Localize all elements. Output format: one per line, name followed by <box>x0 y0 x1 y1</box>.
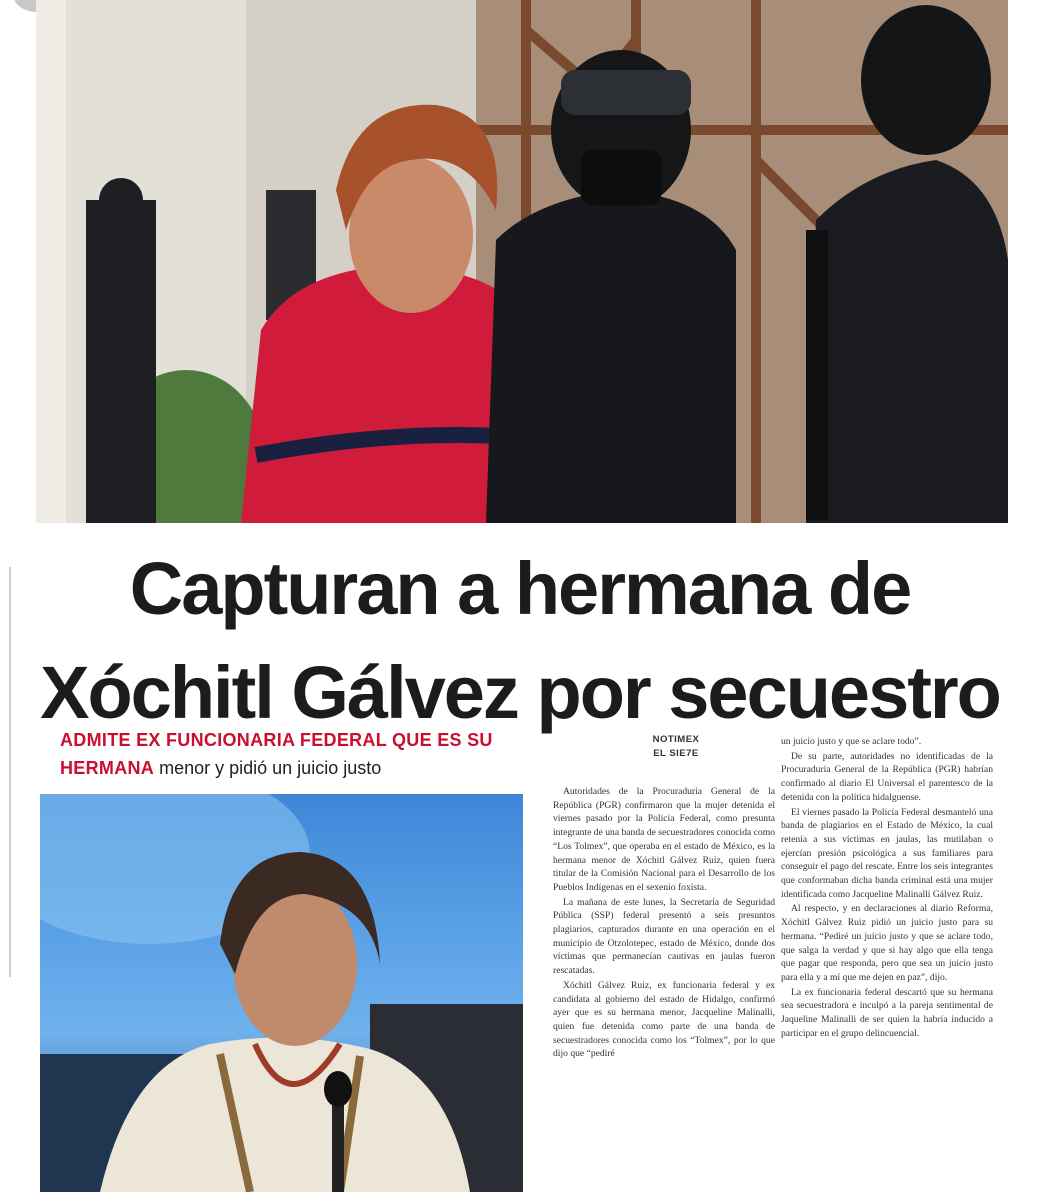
byline-paper: EL SIE7E <box>653 748 699 759</box>
subhead-rest: menor y pidió un juicio justo <box>154 758 382 778</box>
subhead-red-line-1: ADMITE EX FUNCIONARIA FEDERAL QUE ES SU <box>60 730 493 750</box>
headline-line-1: Capturan a hermana de <box>129 547 911 630</box>
article-column-2 <box>781 735 993 1041</box>
portrait-photo <box>40 794 523 1192</box>
byline <box>631 733 721 761</box>
article-paragraph: Autoridades de la Procuraduría General de la República (PGR) confirmaron que la mujer detenida el viernes pasado por la Policía Federal, como presunta integrante de una banda de secuestradores conocida como “Los Tolmex”, que operaba en el estado de México, es la hermana menor de Xóchitl Gálvez Ruiz, quien fuera titular de la Comisión Nacional para el Desarrollo de los Pueblos Indígenas en el sexenio foxista. <box>553 786 775 893</box>
byline-agency: NOTIMEX <box>652 734 700 745</box>
article-paragraph: Al respecto, y en declaraciones al diario Reforma, Xóchitl Gálvez Ruiz pidió un juicio justo para su hermana. “Pediré un juicio justo y que se aclare todo, que salga la verdad y que si hay algo que ella tenga que pagar que responda, pero que sea un juicio justo para ella y a mí que me dejen en paz”, dijo. <box>781 903 993 983</box>
headline-line-2: Xóchitl Gálvez por secuestro <box>40 651 1000 734</box>
subheadline <box>60 726 520 782</box>
article-column-1 <box>553 785 775 1062</box>
article-paragraph: Xóchitl Gálvez Ruiz, ex funcionaria federal y ex candidata al gobierno del estado de Hidalgo, confirmó ayer que es su hermana menor, Jacqueline Malinalli, quien fue detenida como parte de una banda de secuestradores conocida como los “Tolmex”, por lo que dijo que “pediré <box>553 979 775 1060</box>
article-paragraph: La mañana de este lunes, la Secretaría de Seguridad Pública (SSP) federal presentó a seis presuntos plagiarios, capturados durante en una operación en el municipio de Otzolotepec, estado de México, donde dos víctimas que permanecían cautivas en jaulas fueron rescatadas. <box>553 896 775 977</box>
article-paragraph: De su parte, autoridades no identificadas de la Procuraduría General de la República (PGR) habrían confirmado al diario El Universal el parentesco de la detenida con la política hidalguense. <box>781 750 993 803</box>
arrest-photo <box>36 0 1008 523</box>
page-edge-rule <box>9 567 11 977</box>
subhead-red-line-2: HERMANA <box>60 758 155 778</box>
article-paragraph: La ex funcionaria federal descartó que su hermana sea secuestradora e inculpó a la pareja sentimental de Jaqueline Malinalli de ser quien la habría inducido a participar en el grupo delincuencial. <box>781 986 993 1039</box>
article-paragraph: El viernes pasado la Policía Federal desmanteló una banda de plagiarios en el Estado de México, la cual retenía a sus víctimas en jaulas, las mutilaban o ejercían presión psicológica a sus familiares para conseguir el pago del rescate. Entre los seis integrantes que conformaban dicha banda criminal está una mujer identificada como Jacqueline Malinalli Gálvez Ruiz. <box>781 806 993 900</box>
article-continuation: un juicio justo y que se aclare todo”. <box>781 736 922 747</box>
